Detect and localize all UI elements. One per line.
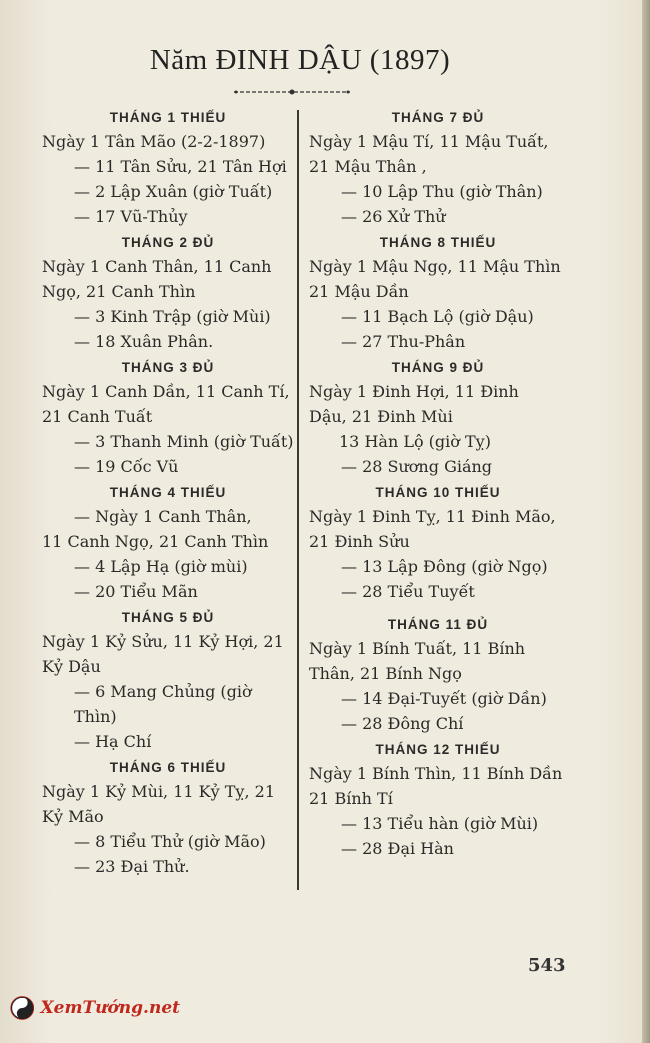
entry-line: — 17 Vũ-Thủy bbox=[74, 207, 188, 226]
entry-line: — 4 Lập Hạ (giờ mùi) bbox=[74, 557, 248, 576]
entry-line: Ngày 1 Bính Thìn, 11 Bính Dần bbox=[309, 764, 563, 783]
month-heading: THÁNG 2 ĐỦ bbox=[121, 235, 215, 250]
entry-line: — Ngày 1 Canh Thân, bbox=[74, 507, 252, 526]
yin-yang-icon bbox=[10, 991, 34, 1025]
entry-line: — 28 Sương Giáng bbox=[341, 457, 493, 476]
entry-line: 21 Mậu Thân , bbox=[309, 157, 427, 176]
entry-line: — 3 Kinh Trập (giờ Mùi) bbox=[74, 307, 271, 326]
entry-line: Ngày 1 Bính Tuất, 11 Bính bbox=[309, 639, 526, 658]
entry-line: Ngày 1 Canh Thân, 11 Canh bbox=[42, 257, 272, 276]
entry-line: Ngày 1 Kỷ Mùi, 11 Kỷ Tỵ, 21 bbox=[42, 782, 275, 801]
month-heading: THÁNG 8 THIẾU bbox=[379, 235, 497, 250]
page-number: 543 bbox=[528, 955, 566, 976]
entry-line: — 28 Đại Hàn bbox=[341, 839, 454, 858]
entry-line: Ngày 1 Kỷ Sửu, 11 Kỷ Hợi, 21 bbox=[42, 632, 284, 651]
entry-line: — 28 Đông Chí bbox=[341, 714, 464, 733]
entry-line: — 26 Xử Thử bbox=[341, 207, 446, 226]
entry-line: 21 Đinh Sửu bbox=[309, 532, 410, 551]
month-heading: THÁNG 6 THIẾU bbox=[109, 760, 227, 775]
entry-line: Ngày 1 Canh Dần, 11 Canh Tí, bbox=[42, 382, 290, 401]
month-heading: THÁNG 9 ĐỦ bbox=[391, 360, 485, 375]
page-gutter bbox=[642, 0, 650, 1043]
entry-line: Kỷ Mão bbox=[42, 807, 104, 826]
month-heading: THÁNG 11 ĐỦ bbox=[387, 617, 489, 632]
entry-line: — 19 Cốc Vũ bbox=[74, 457, 179, 476]
entry-line: — 6 Mang Chủng (giờ Thìn) bbox=[74, 682, 252, 726]
column-divider bbox=[297, 110, 299, 890]
right-column bbox=[309, 104, 567, 861]
entry-line: Ngọ, 21 Canh Thìn bbox=[42, 282, 196, 301]
site-watermark[interactable] bbox=[10, 990, 180, 1026]
month-heading: THÁNG 10 THIẾU bbox=[375, 485, 501, 500]
entry-line: — 13 Lập Đông (giờ Ngọ) bbox=[341, 557, 548, 576]
watermark-text: XemTướng.net bbox=[40, 998, 180, 1018]
entry-line: Kỷ Dậu bbox=[42, 657, 101, 676]
entry-line: 21 Mậu Dần bbox=[309, 282, 409, 301]
month-heading: THÁNG 3 ĐỦ bbox=[121, 360, 215, 375]
month-heading: THÁNG 1 THIẾU bbox=[109, 110, 227, 125]
entry-line: 11 Canh Ngọ, 21 Canh Thìn bbox=[42, 532, 269, 551]
entry-line: Ngày 1 Mậu Ngọ, 11 Mậu Thìn bbox=[309, 257, 561, 276]
month-heading: THÁNG 5 ĐỦ bbox=[121, 610, 215, 625]
entry-line: — 11 Tân Sửu, 21 Tân Hợi bbox=[74, 157, 287, 176]
entry-line: Ngày 1 Tân Mão (2-2-1897) bbox=[42, 132, 266, 151]
entry-line: Ngày 1 Đinh Tỵ, 11 Đinh Mão, bbox=[309, 507, 556, 526]
month-heading: THÁNG 7 ĐỦ bbox=[391, 110, 485, 125]
entry-line: — 3 Thanh Minh (giờ Tuất) bbox=[74, 432, 294, 451]
entry-line: 13 Hàn Lộ (giờ Tỵ) bbox=[339, 432, 491, 451]
entry-line: — 18 Xuân Phân. bbox=[74, 332, 214, 351]
entry-line: 21 Canh Tuất bbox=[42, 407, 153, 426]
entry-line: — 11 Bạch Lộ (giờ Dậu) bbox=[341, 307, 534, 326]
entry-line: — 2 Lập Xuân (giờ Tuất) bbox=[74, 182, 273, 201]
entry-line: — 8 Tiểu Thử (giờ Mão) bbox=[74, 832, 266, 851]
entry-line: — Hạ Chí bbox=[74, 732, 152, 751]
entry-line: Thân, 21 Bính Ngọ bbox=[309, 664, 462, 683]
entry-line: Ngày 1 Mậu Tí, 11 Mậu Tuất, bbox=[309, 132, 549, 151]
entry-line: — 13 Tiểu hàn (giờ Mùi) bbox=[341, 814, 539, 833]
entry-line: 21 Bính Tí bbox=[309, 789, 393, 808]
entry-line: — 20 Tiểu Mãn bbox=[74, 582, 198, 601]
entry-line: — 27 Thu-Phân bbox=[341, 332, 466, 351]
entry-line: — 28 Tiểu Tuyết bbox=[341, 582, 475, 601]
month-heading: THÁNG 4 THIẾU bbox=[109, 485, 227, 500]
entry-line: Dậu, 21 Đinh Mùi bbox=[309, 407, 453, 426]
entry-line: — 14 Đại-Tuyết (giờ Dần) bbox=[341, 689, 547, 708]
page-title: Năm ĐINH DẬU (1897) bbox=[149, 44, 451, 76]
month-heading: THÁNG 12 THIẾU bbox=[375, 742, 501, 757]
entry-line: — 23 Đại Thử. bbox=[74, 857, 190, 876]
left-column bbox=[42, 104, 294, 879]
entry-line: — 10 Lập Thu (giờ Thân) bbox=[341, 182, 543, 201]
entry-line: Ngày 1 Đinh Hợi, 11 Đinh bbox=[309, 382, 519, 401]
title-ornament bbox=[232, 88, 352, 96]
